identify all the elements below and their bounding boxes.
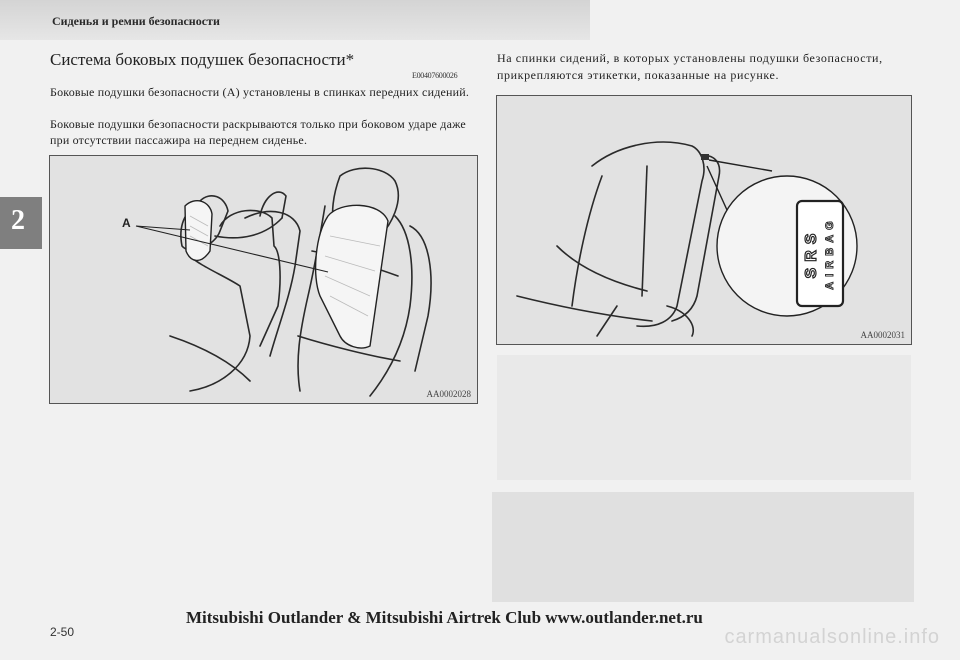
- section-title: Система боковых подушек безопасности*: [50, 50, 355, 69]
- watermark: carmanualsonline.info: [724, 626, 940, 648]
- section-code: E00407600026: [412, 71, 458, 80]
- chapter-number: 2: [11, 205, 25, 236]
- seat-airbag-figure: [49, 155, 478, 404]
- ghost-block-right: [497, 355, 911, 480]
- footer-club: Mitsubishi Outlander & Mitsubishi Airtrek Club www.outlander.net.ru: [186, 608, 703, 627]
- figure1-code: AA0002028: [426, 389, 471, 399]
- callout-label-a: A: [122, 216, 131, 230]
- label-text-srs: SRS: [803, 227, 820, 279]
- srs-label-figure: [496, 95, 912, 345]
- page-number: 2-50: [50, 625, 75, 639]
- label-text-airbag: AIRBAG: [824, 216, 836, 290]
- paragraph-deployment: Боковые подушки безопасности раскрываются только при боковом ударе даже при отсутствии пассажира на переднем сиденье.: [50, 117, 466, 147]
- paragraph-labels: На спинки сидений, в которых установлены подушки безопасности, прикрепляются этикетки, показанные на рисунке.: [497, 51, 883, 82]
- seatback-illustration: [497, 96, 911, 344]
- header-title: Сиденья и ремни безопасности: [52, 14, 220, 28]
- paragraph-location: Боковые подушки безопасности (А) установлены в спинках передних сидений.: [50, 85, 470, 99]
- seat-illustration: [50, 156, 477, 403]
- figure2-code: AA0002031: [860, 330, 905, 340]
- ghost-warning-block: [492, 492, 914, 602]
